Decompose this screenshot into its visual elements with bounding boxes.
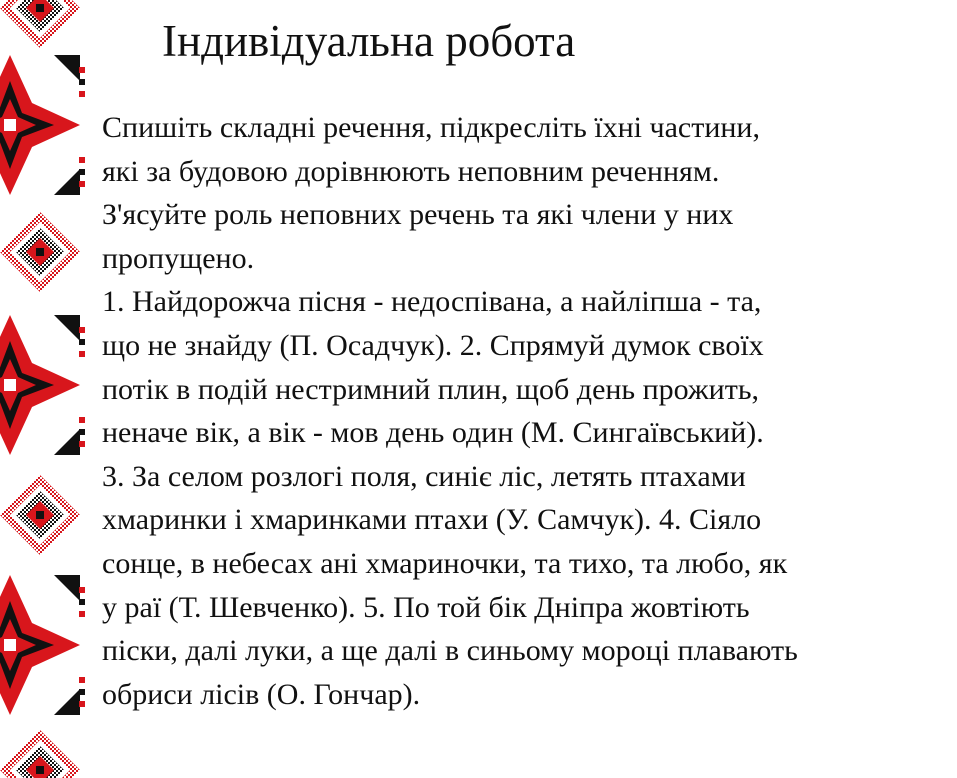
embroidery-ornament-border	[0, 0, 88, 778]
text-line: у раї (Т. Шевченко). 5. По той бік Дніпра жовтіють	[102, 590, 750, 624]
text-line: потік в подій нестримний плин, щоб день прожить,	[102, 372, 759, 406]
text-line: З'ясуйте роль неповних речень та які члени у них	[102, 198, 734, 232]
text-line: хмаринки і хмаринками птахи (У. Самчук). 4. Сіяло	[102, 503, 762, 537]
text-line: які за будовою дорівнюють неповним реченням.	[102, 154, 720, 188]
text-line: Спишіть складні речення, підкресліть їхні частини,	[102, 111, 760, 144]
text-line: неначе вік, а вік - мов день один (М. Сингаївський).	[102, 416, 764, 450]
text-line: сонце, в небесах ані хмариночки, та тихо, та любо, як	[102, 546, 788, 580]
text-line: пропущено.	[102, 241, 255, 275]
text-line: піски, далі луки, а ще далі в синьому мороці плавають	[102, 634, 798, 668]
text-line: що не знайду (П. Осадчук). 2. Спрямуй думок своїх	[102, 328, 764, 362]
task-text	[102, 106, 952, 716]
text-line: 1. Найдорожча пісня - недоспівана, а найліпша - та,	[102, 285, 762, 319]
text-line: 3. За селом розлогі поля, синіє ліс, летять птахами	[102, 459, 746, 493]
slide-title: Індивідуальна робота	[162, 16, 576, 66]
text-line: обриси лісів (О. Гончар).	[102, 677, 421, 711]
